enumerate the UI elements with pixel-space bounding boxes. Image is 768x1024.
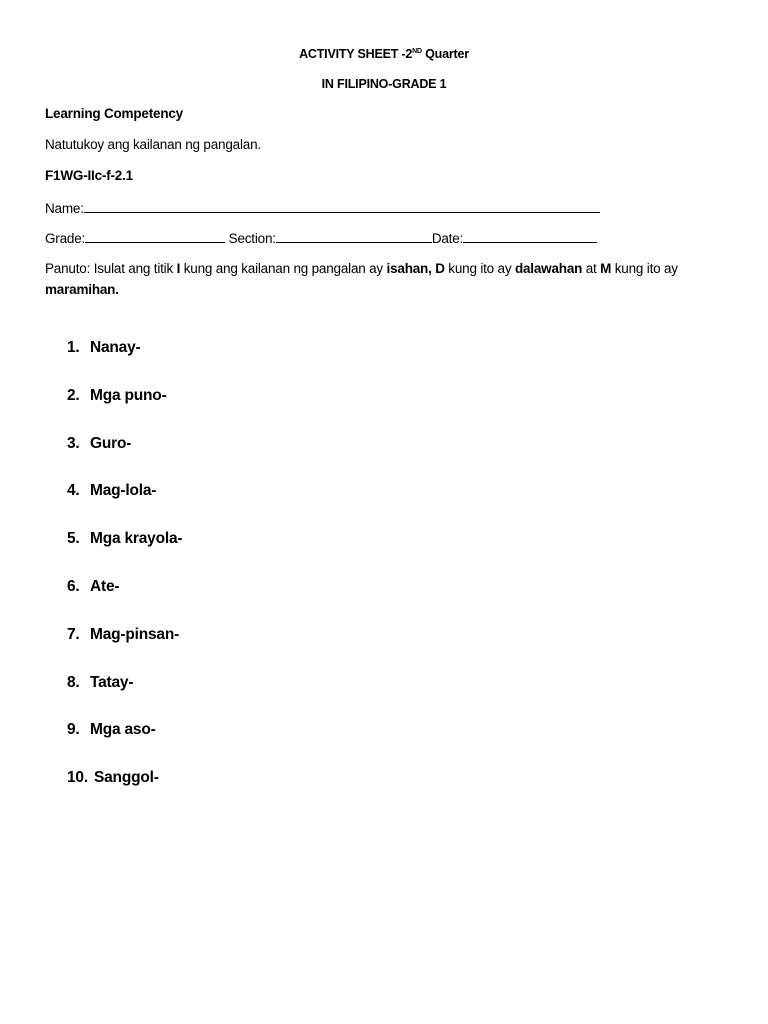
instructions-maramihan: maramihan. [45,282,119,297]
name-field-row [45,199,600,216]
competency-code: F1WG-IIc-f-2.1 [45,168,133,183]
instructions-part2: kung ang kailanan ng pangalan ay [180,261,387,276]
competency-text: Natutukoy ang kailanan ng pangalan. [45,137,261,152]
item-number: 1. [67,339,80,356]
list-item [67,530,182,578]
list-item [67,626,182,674]
item-number: 8. [67,673,80,691]
item-number: 10. [67,769,88,787]
item-text: Mga krayola- [90,530,183,548]
item-number: 6. [67,577,80,595]
item-text: Sanggol- [94,769,159,787]
item-number: 9. [67,721,80,739]
instructions-isahan: isahan, D [386,261,445,276]
name-label: Name: [45,201,84,216]
list-item [67,721,182,769]
date-blank[interactable] [463,229,597,243]
list-item [67,387,182,435]
item-number: 4. [67,482,80,500]
item-text: Mag-lola- [90,482,157,500]
grade-section-date-row [45,229,597,246]
item-text: Nanay- [90,339,141,356]
title-prefix: ACTIVITY SHEET -2 [299,47,413,61]
instructions [45,258,725,300]
grade-label: Grade: [45,231,86,246]
list-item [67,482,182,530]
item-text: Mga puno- [90,386,167,404]
instructions-dalawahan: dalawahan [514,261,583,276]
section-blank[interactable] [276,229,432,243]
title-suffix: Quarter [421,47,469,61]
item-text: Ate- [90,577,120,595]
item-number: 3. [67,434,80,452]
name-blank[interactable] [84,199,600,213]
section-label: Section: [228,231,276,246]
page-subtitle: IN FILIPINO-GRADE 1 [321,77,447,91]
title-superscript: ND [412,48,422,55]
item-number: 5. [67,530,80,548]
item-text: Guro- [90,434,132,452]
instructions-letter-m: M [600,261,612,276]
list-item [67,769,182,817]
item-number: 2. [67,386,80,404]
list-item [67,578,182,626]
instructions-part4: at [582,261,601,276]
instructions-part5: kung ito ay [611,261,678,276]
item-text: Tatay- [90,673,134,691]
item-list [67,339,182,817]
list-item [67,435,182,483]
instructions-part1: Panuto: Isulat ang titik [45,261,177,276]
grade-blank[interactable] [85,229,225,243]
item-number: 7. [67,625,80,643]
instructions-part3: kung ito ay [444,261,515,276]
date-label: Date: [431,231,464,246]
instructions-letter-i: I [176,261,181,276]
list-item [67,339,182,387]
page-title [0,47,768,61]
competency-heading: Learning Competency [45,106,183,121]
item-text: Mga aso- [90,721,156,739]
list-item [67,674,182,722]
item-text: Mag-pinsan- [90,625,180,643]
